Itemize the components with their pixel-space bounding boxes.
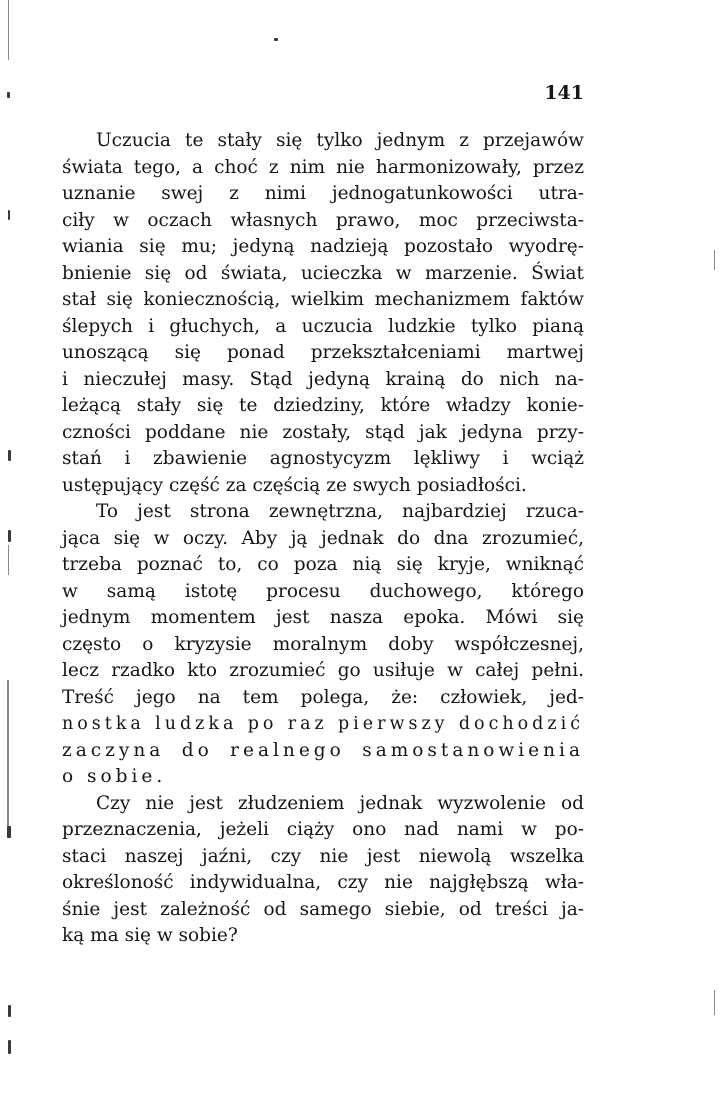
body-text (62, 128, 584, 950)
speck-mark (274, 38, 278, 41)
text-line: śnie jest zależność od samego siebie, od treści ja- (62, 898, 584, 920)
binding-edge-mark (8, 1040, 11, 1054)
text-line: unoszącą się ponad przekształceniami martwej (62, 342, 584, 363)
text-line: bnienie się od świata, ucieczka w marzenie. Świat (62, 262, 584, 284)
text-line: trzeba poznać to, co poza nią się kryje, wniknąć (62, 554, 584, 575)
text-line: wiania się mu; jedyną nadzieją pozostało wyodrę- (62, 236, 584, 257)
binding-edge-mark (8, 545, 9, 575)
right-edge-mark (714, 250, 715, 270)
text-line: uznanie swej z nimi jednogatunkowości utra- (62, 183, 584, 204)
binding-edge-mark (8, 1005, 11, 1017)
text-line: w samą istotę procesu duchowego, którego (62, 580, 584, 602)
text-line: stał się koniecznością, wielkim mechanizmem faktów (62, 289, 584, 310)
binding-edge-mark (7, 680, 9, 830)
text-line: nostka ludzka po raz pierwszy dochodzić (62, 714, 584, 734)
text-line: Czy nie jest złudzeniem jednak wyzwolenie od (96, 792, 584, 814)
text-line: często o kryzysie moralnym doby współczesnej, (62, 633, 584, 655)
binding-edge-mark (8, 210, 10, 220)
text-line: przeznaczenia, jeżeli ciąży ono nad nami w po- (62, 819, 584, 840)
binding-edge-mark (8, 530, 11, 542)
text-line: jąca się w oczy. Aby ją jednak do dna zrozumieć, (62, 527, 584, 549)
text-line: To jest strona zewnętrzna, najbardziej rzuca- (96, 501, 584, 522)
text-line: Uczucia te stały się tylko jednym z przejawów (96, 130, 584, 151)
text-line: leżącą stały się te dziedziny, które władzy konie- (62, 395, 584, 416)
binding-edge-mark (8, 450, 11, 461)
text-line: i nieczułej masy. Stąd jedyną krainą do nich na- (62, 368, 584, 390)
text-line: ustępujący część za częścią ze swych posiadłości. (62, 474, 527, 496)
right-edge-mark (714, 990, 715, 1015)
text-line: świata tego, a choć z nim nie harmonizowały, przez (62, 156, 584, 178)
text-line: staci naszej jaźni, czy nie jest niewolą wszelka (62, 845, 584, 867)
text-line: jednym momentem jest nasza epoka. Mówi się (62, 607, 584, 628)
text-line: ką ma się w sobie? (62, 925, 238, 946)
binding-edge-mark (7, 826, 11, 838)
text-line: czności poddane nie zostały, stąd jak jedyna przy- (62, 421, 584, 443)
text-line: ślepych i głuchych, a uczucia ludzkie tylko pianą (62, 315, 584, 337)
page-number: 141 (544, 82, 584, 104)
text-line: określoność indywidualna, czy nie najgłębszą wła- (62, 872, 584, 893)
text-line: o sobie. (62, 766, 167, 787)
text-line: lecz rzadko kto zrozumieć go usiłuje w całej pełni. (62, 660, 584, 681)
binding-edge-mark (8, 0, 9, 60)
text-line: stań i zbawienie agnostycyzm lękliwy i wciąż (62, 448, 584, 469)
text-line: zaczyna do realnego samostanowienia (62, 739, 584, 761)
text-line: Treść jego na tem polega, że: człowiek, jed- (62, 686, 584, 708)
text-line: ciły w oczach własnych prawo, moc przeciwsta- (62, 209, 584, 231)
binding-edge-mark (7, 92, 10, 98)
